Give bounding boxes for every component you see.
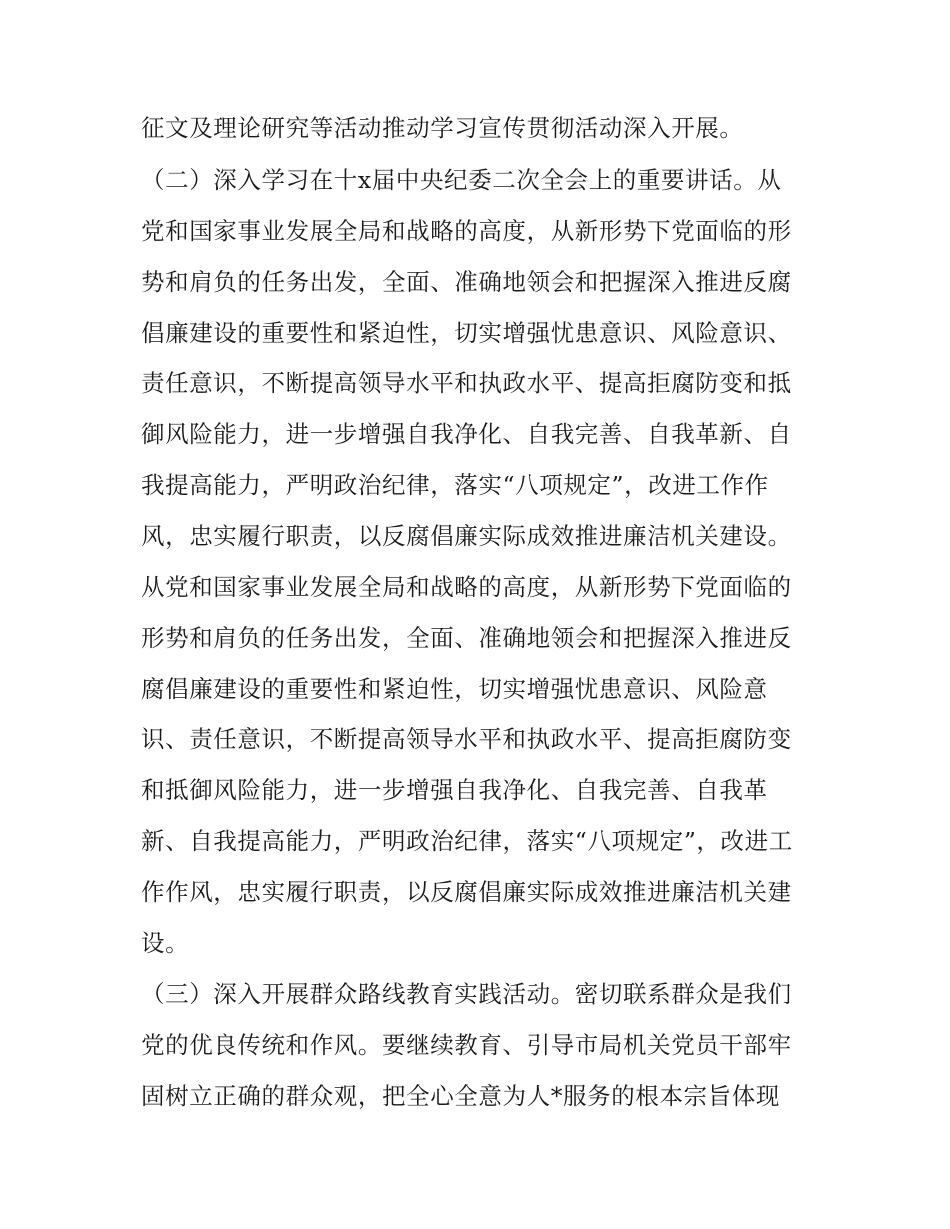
text-line: （三）深入开展群众路线教育实践活动。密切联系群众是我们 (141, 980, 792, 1008)
text-line: 党和国家事业发展全局和战略的高度，从新形势下党面临的形 (141, 217, 792, 245)
text-line: 征文及理论研究等活动推动学习宣传贯彻活动深入开展。 (141, 114, 744, 142)
text-line: 势和肩负的任务出发，全面、准确地领会和把握深入推进反腐 (141, 268, 792, 296)
text-line: 新、自我提高能力，严明政治纪律，落实“八项规定”，改进工 (141, 827, 793, 855)
text-line: 腐倡廉建设的重要性和紧迫性，切实增强忧患意识、风险意 (141, 675, 768, 703)
text-line: 形势和肩负的任务出发，全面、准确地领会和把握深入推进反 (141, 624, 792, 652)
text-line: 党的优良传统和作风。要继续教育、引导市局机关党员干部牢 (141, 1031, 792, 1059)
text-line: 作作风，忠实履行职责，以反腐倡廉实际成效推进廉洁机关建 (141, 878, 792, 906)
text-line: 和抵御风险能力，进一步增强自我净化、自我完善、自我革 (141, 776, 768, 804)
text-line: 我提高能力，严明政治纪律，落实“八项规定”，改进工作作 (141, 471, 769, 499)
text-line: 固树立正确的群众观，把全心全意为人*服务的根本宗旨体现 (141, 1082, 780, 1110)
text-line: 设。 (141, 929, 190, 957)
text-line: （二）深入学习在十x届中央纪委二次全会上的重要讲话。从 (141, 166, 782, 194)
text-line: 责任意识，不断提高领导水平和执政水平、提高拒腐防变和抵 (141, 369, 792, 397)
text-line: 倡廉建设的重要性和紧迫性，切实增强忧患意识、风险意识、 (141, 319, 792, 347)
text-line: 风，忠实履行职责，以反腐倡廉实际成效推进廉洁机关建设。 (141, 522, 792, 550)
text-line: 识、责任意识，不断提高领导水平和执政水平、提高拒腐防变 (141, 725, 792, 753)
text-line: 御风险能力，进一步增强自我净化、自我完善、自我革新、自 (141, 420, 792, 448)
text-line: 从党和国家事业发展全局和战略的高度，从新形势下党面临的 (141, 573, 792, 601)
